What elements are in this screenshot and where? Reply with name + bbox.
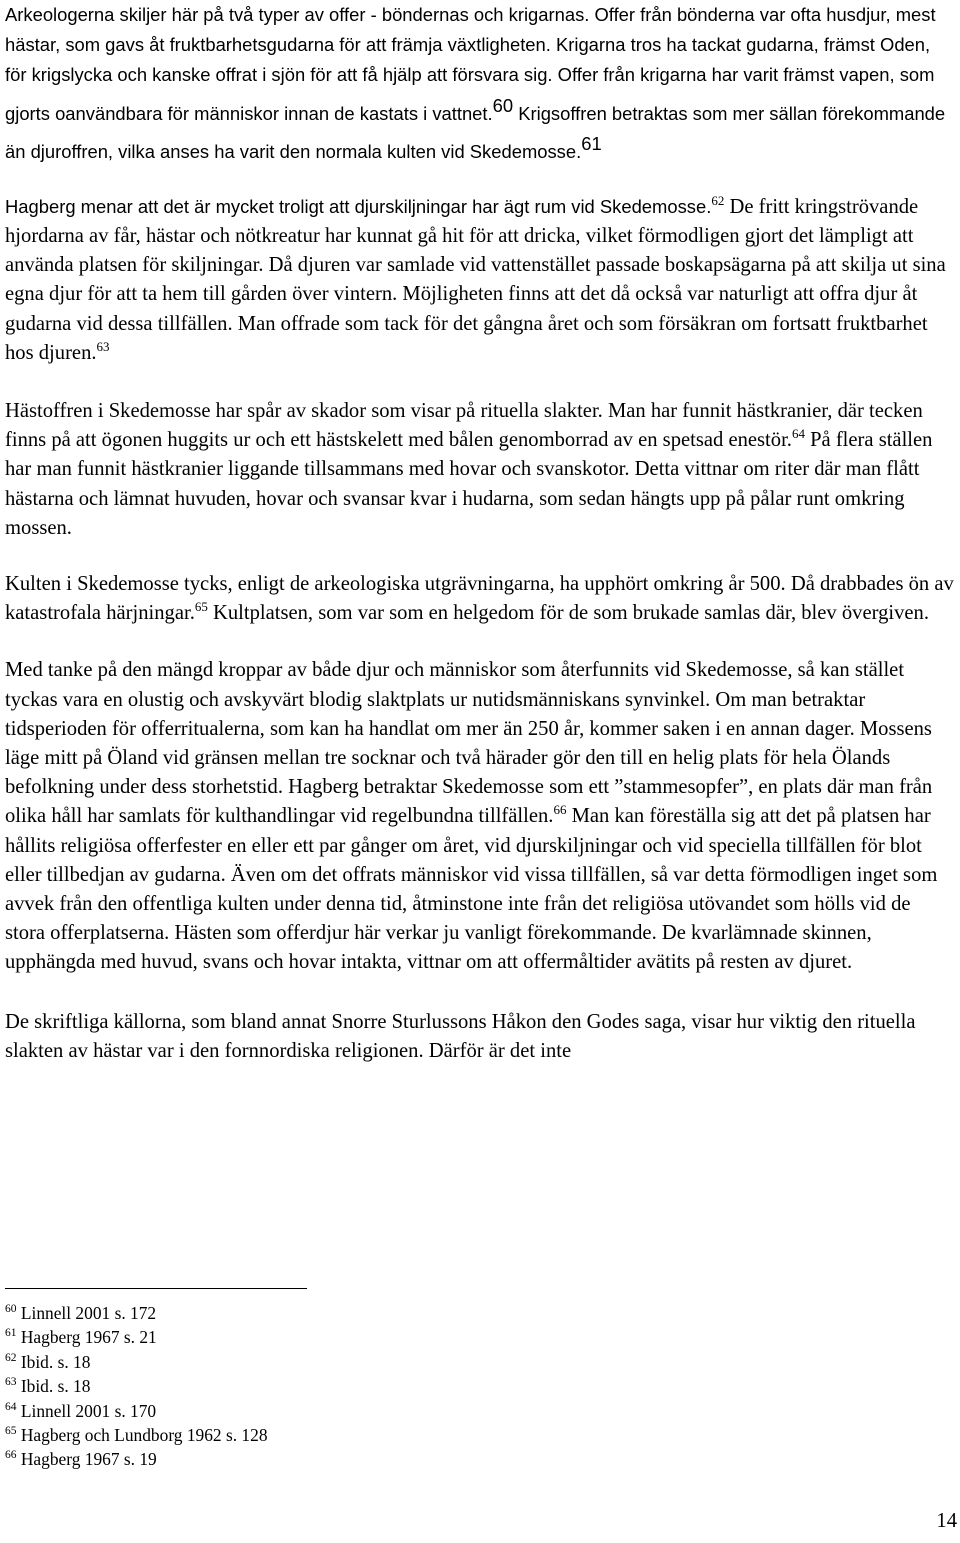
footnote-text: Hagberg 1967 s. 21 <box>20 1327 157 1348</box>
paragraph-5-text-b: Man kan föreställa sig att det på platsen har hållits religiösa offerfester en eller ett par gånger om året, vid djurskiljningar och vid speciella tillfällen för blot eller tillbedjan av gudarna. Även om det offrats människor vid vissa tillfällen, så var detta förmodligen inget som avvek från den offentliga kulten under denna tid, åtminstone inte från det religiösa utövandet som hölls vid de stora offerplatserna. Hästen som offerdjur här verkar ju vanligt förekommande. De kvarlämnade skinnen, upphängda med huvud, svans och hovar intakta, vittnar om att offermåltider avätits på resten av djuret. <box>5 805 938 974</box>
paragraph-2 <box>5 192 955 368</box>
footnote-number: 62 <box>5 1352 17 1365</box>
paragraph-3-text-b: På flera ställen har man funnit hästkranier liggande tillsammans med hovar och svanskotor. Detta vittnar om riter där man flått hästarna och lämnat huvuden, hovar och svansar kvar i hudarna, som sedan hängts upp på pålar runt omkring mossen. <box>5 429 933 539</box>
paragraph-6-text: De skriftliga källorna, som bland annat Snorre Sturlussons Håkon den Godes saga, visar hur viktig den rituella slakten av hästar var i den fornnordiska religionen. Därför är det inte <box>5 1010 916 1062</box>
footnote-ref-61[interactable]: 61 <box>581 132 602 154</box>
footnote-item <box>5 1325 268 1349</box>
footnote-number: 61 <box>5 1327 17 1340</box>
paragraph-5-text-a: Med tanke på den mängd kroppar av både djur och människor som återfunnits vid Skedemosse, så kan stället tyckas vara en olustig och avskyvärt blodig slaktplats ur nutidsmänniskans synvinkel. Om man betraktar tidsperioden för offerritualerna, som kan ha handlat om mer än 250 år, kommer saken i en annan dager. Mossens läge mitt på Öland vid gränsen mellan tre socknar och två härader gör den till en helig plats för hela Ölands befolkning under dess storhetstid. Hagberg betraktar Skedemosse som ett ”stammesopfer”, en plats där man från olika håll har samlats för kulthandlingar vid regelbundna tillfällen. <box>5 659 933 828</box>
footnote-ref-65[interactable]: 65 <box>194 599 208 615</box>
paragraph-4 <box>5 570 955 628</box>
paragraph-6 <box>5 1008 955 1066</box>
paragraph-1 <box>5 0 955 167</box>
footnotes-list <box>5 1301 268 1472</box>
document-body <box>5 0 955 1066</box>
paragraph-4-text-a: Kulten i Skedemosse tycks, enligt de arkeologiska utgrävningarna, ha upphört omkring år 500. Då drabbades ön av katastrofala härjningar. <box>5 572 954 625</box>
footnote-item <box>5 1399 268 1423</box>
footnote-item <box>5 1374 268 1398</box>
page-number: 14 <box>936 1510 957 1532</box>
footnote-item <box>5 1350 268 1374</box>
footnote-text: Hagberg 1967 s. 19 <box>20 1449 157 1470</box>
footnote-number: 60 <box>5 1303 17 1316</box>
footnote-ref-64[interactable]: 64 <box>791 426 805 442</box>
footnote-text: Linnell 2001 s. 170 <box>20 1400 157 1421</box>
footnote-item <box>5 1301 268 1325</box>
footnote-ref-63[interactable]: 63 <box>96 338 110 354</box>
paragraph-3 <box>5 397 955 543</box>
paragraph-1-text-a: Arkeologerna skiljer här på två typer av offer - böndernas och krigarnas. Offer från bönderna var ofta husdjur, mest hästar, som gavs åt fruktbarhetsgudarna för att främja växtligheten. Krigarna tros ha tackat gudarna, främst Oden, för krigslycka och kanske offrat i sjön för att få hjälp att försvara sig. Offer från krigarna har varit främst vapen, som gjorts oanvändbara för människor innan de kastats i vattnet. <box>5 4 936 124</box>
footnote-ref-66[interactable]: 66 <box>553 802 567 818</box>
paragraph-5 <box>5 656 955 977</box>
footnote-text: Ibid. s. 18 <box>20 1351 91 1372</box>
paragraph-3-text-a: Hästoffren i Skedemosse har spår av skador som visar på rituella slakter. Man har funnit hästkranier, där tecken finns på att ögonen huggits ur och ett hästskelett med bålen genomborrad av en spetsad enestör. <box>5 399 923 452</box>
footnote-number: 64 <box>5 1400 17 1413</box>
footnote-number: 63 <box>5 1376 17 1389</box>
paragraph-4-text-b: Kultplatsen, som var som en helgedom för de som brukade samlas där, blev övergiven. <box>207 602 929 625</box>
paragraph-2-text-b: De fritt kringströvande hjordarna av får, hästar och nötkreatur har kunnat gå hit för att dricka, vilket förmodligen gjort det lämpligt att använda platsen för skiljningar. Då djuren var samlade vid vattenstället passade boskapsägarna på att skilja ut sina egna djur för att ta hem till gården över vintern. Möjligheten finns att det då också var naturligt att offra djur åt gudarna vid dessa tillfällen. Man offrade som tack för det gångna året och som försäkran om fortsatt fruktbarhet hos djuren. <box>5 195 946 364</box>
footnote-number: 66 <box>5 1449 17 1462</box>
footnote-ref-60[interactable]: 60 <box>492 94 514 116</box>
footnote-number: 65 <box>5 1425 17 1438</box>
footnote-text: Linnell 2001 s. 172 <box>20 1303 157 1323</box>
footnote-ref-62[interactable]: 62 <box>711 192 725 208</box>
footnote-text: Hagberg och Lundborg 1962 s. 128 <box>20 1425 268 1446</box>
footnote-item <box>5 1423 268 1447</box>
paragraph-1-text-b: Krigsoffren betraktas som mer sällan förekommande än djuroffren, vilka anses ha varit den normala kulten vid Skedemosse. <box>5 102 946 162</box>
footnote-text: Ibid. s. 18 <box>20 1376 91 1397</box>
footnote-item <box>5 1447 268 1471</box>
paragraph-2-text-a: Hagberg menar att det är mycket troligt att djurskiljningar har ägt rum vid Skedemosse. <box>5 195 712 217</box>
footnote-divider <box>5 1288 307 1289</box>
